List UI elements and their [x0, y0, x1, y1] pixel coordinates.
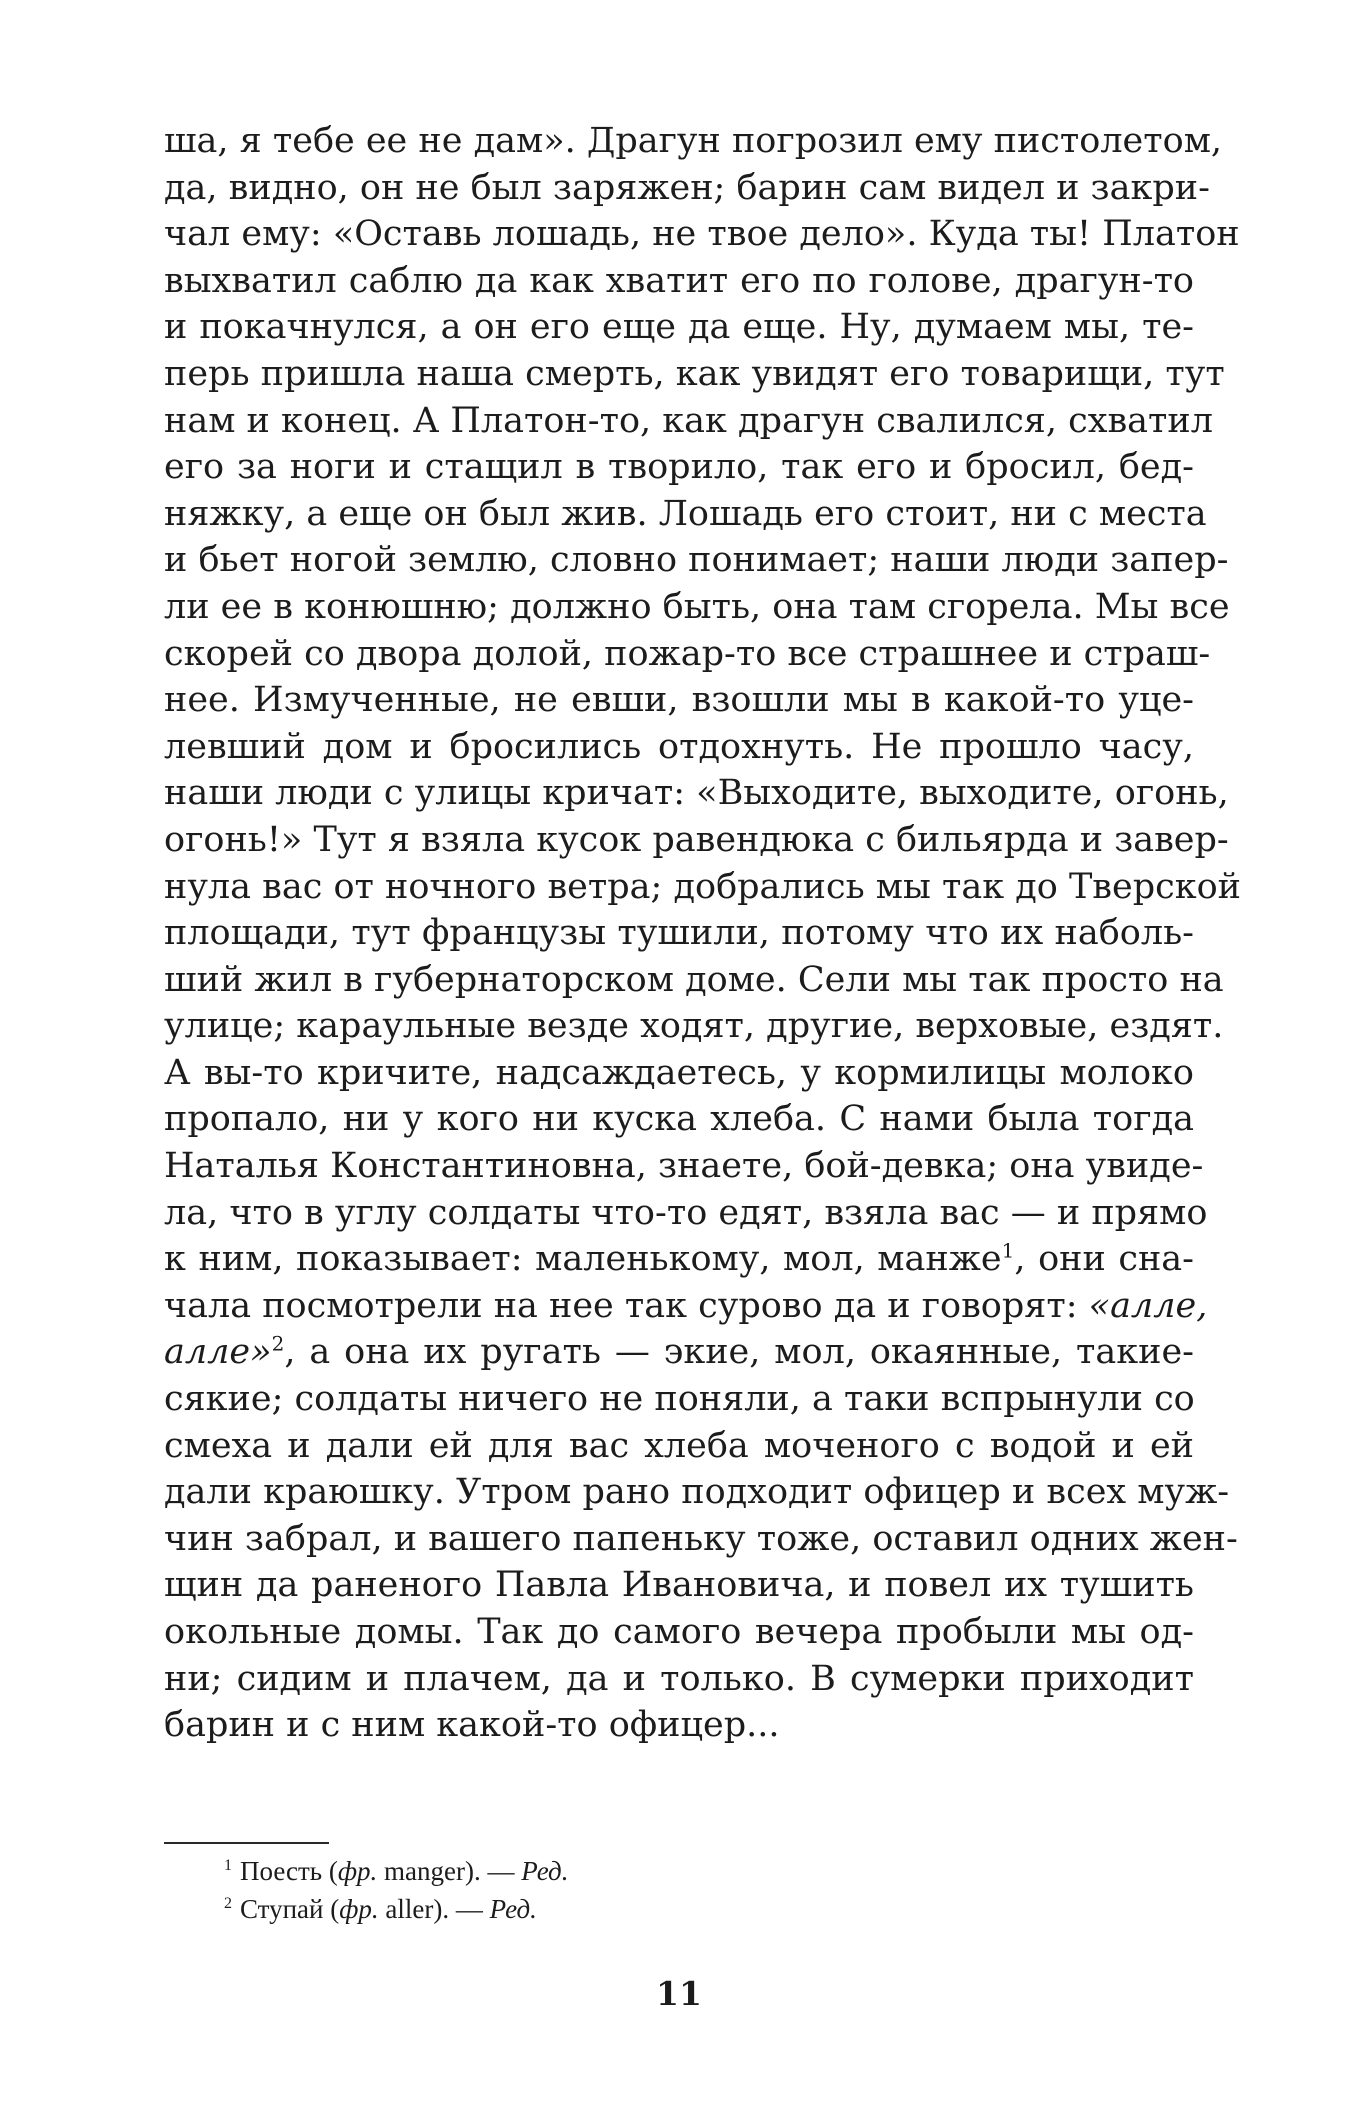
text-line-footnote-2	[164, 1329, 1194, 1376]
text-line: и покачнулся, а он его еще да еще. Ну, думаем мы, те-	[164, 307, 1194, 348]
footnote-text: Ступай (	[240, 1894, 340, 1924]
footnote-ref-2[interactable]: 2	[271, 1331, 285, 1356]
footnote-text: Поесть (	[240, 1856, 338, 1886]
body-text	[164, 118, 1241, 1749]
text-line: ла, что в углу солдаты что-то едят, взяла вас — и прямо	[164, 1192, 1208, 1233]
text-line: нула вас от ночного ветра; добрались мы так до Тверской	[164, 866, 1241, 907]
text-segment: , а она их ругать — экие, мол, окаянные, такие-	[284, 1332, 1194, 1373]
text-line-last: барин и с ним какой-то офицер...	[164, 1705, 780, 1746]
footnote-2	[224, 1890, 1124, 1928]
text-line: смеха и дали ей для вас хлеба моченого с водой и ей	[164, 1425, 1194, 1466]
footnotes	[224, 1852, 1124, 1928]
footnote-number: 1	[224, 1857, 232, 1874]
page-number: 11	[656, 1974, 702, 2013]
text-line: чин забрал, и вашего папеньку тоже, оставил одних жен-	[164, 1518, 1238, 1559]
text-line: ни; сидим и плачем, да и только. В сумерки приходит	[164, 1658, 1194, 1699]
text-line: дали краюшку. Утром рано подходит офицер и всех муж-	[164, 1472, 1230, 1513]
text-line: ша, я тебе ее не дам». Драгун погрозил ему пистолетом,	[164, 121, 1223, 161]
text-line: окольные домы. Так до самого вечера пробыли мы од-	[164, 1612, 1194, 1652]
text-line: чал ему: «Оставь лошадь, не твое дело». Куда ты! Платон	[164, 214, 1240, 255]
text-line: щин да раненого Павла Ивановича, и повел их тушить	[164, 1565, 1194, 1606]
text-line: нее. Измученные, не евши, взошли мы в какой-то уце-	[164, 680, 1194, 721]
text-line: его за ноги и стащил в творило, так его и бросил, бед-	[164, 447, 1194, 488]
footnote-text: manger). —	[377, 1856, 522, 1886]
footnote-abbr: фр.	[339, 1894, 379, 1924]
footnote-ref-1[interactable]: 1	[1001, 1238, 1015, 1263]
italic-quote: «алле,	[1088, 1285, 1208, 1326]
text-line: огонь!» Тут я взяла кусок равендюка с бильярда и завер-	[164, 819, 1229, 860]
text-line: улице; караульные везде ходят, другие, верховые, ездят.	[164, 1006, 1224, 1047]
text-line-footnote-1	[164, 1236, 1194, 1283]
text-line	[164, 1283, 1208, 1330]
text-line: няжку, а еще он был жив. Лошадь его стоит, ни с места	[164, 493, 1207, 534]
text-line: сякие; солдаты ничего не поняли, а таки вспрынули со	[164, 1379, 1195, 1420]
text-line: да, видно, он не был заряжен; барин сам видел и закри-	[164, 167, 1210, 208]
text-line: ли ее в конюшню; должно быть, она там сгорела. Мы все	[164, 586, 1230, 627]
italic-quote: алле»	[164, 1332, 272, 1373]
text-line: перь пришла наша смерть, как увидят его товарищи, тут	[164, 353, 1225, 394]
footnote-editor: Ред.	[521, 1856, 569, 1886]
text-line: нам и конец. А Платон-то, как драгун свалился, схватил	[164, 400, 1213, 441]
text-segment: чала посмотрели на нее так сурово да и говорят:	[164, 1285, 1089, 1326]
text-line: выхватил саблю да как хватит его по голове, драгун-то	[164, 260, 1194, 301]
text-line: пропало, ни у кого ни куска хлеба. С нами была тогда	[164, 1099, 1194, 1140]
footnote-divider	[164, 1842, 329, 1844]
footnote-editor: Ред.	[489, 1894, 537, 1924]
text-line: скорей со двора долой, пожар-то все страшнее и страш-	[164, 633, 1211, 674]
text-line: А вы-то кричите, надсаждаетесь, у кормилицы молоко	[164, 1052, 1194, 1093]
footnote-1	[224, 1852, 1124, 1890]
footnote-abbr: фр.	[337, 1856, 378, 1886]
text-line: площади, тут французы тушили, потому что их наболь-	[164, 913, 1194, 954]
text-segment: , они сна-	[1014, 1239, 1195, 1280]
text-line: Наталья Константиновна, знаете, бой-девка; она увиде-	[164, 1146, 1204, 1187]
footnote-number: 2	[224, 1895, 232, 1912]
text-line: ший жил в губернаторском доме. Сели мы так просто на	[164, 959, 1224, 1000]
text-line: наши люди с улицы кричат: «Выходите, выходите, огонь,	[164, 773, 1229, 814]
text-line: и бьет ногой землю, словно понимает; наши люди запер-	[164, 540, 1229, 581]
footnote-text: aller). —	[378, 1894, 490, 1924]
text-segment: к ним, показывает: маленькому, мол, манже	[164, 1239, 1002, 1280]
text-line: левший дом и бросились отдохнуть. Не прошло часу,	[164, 726, 1194, 767]
